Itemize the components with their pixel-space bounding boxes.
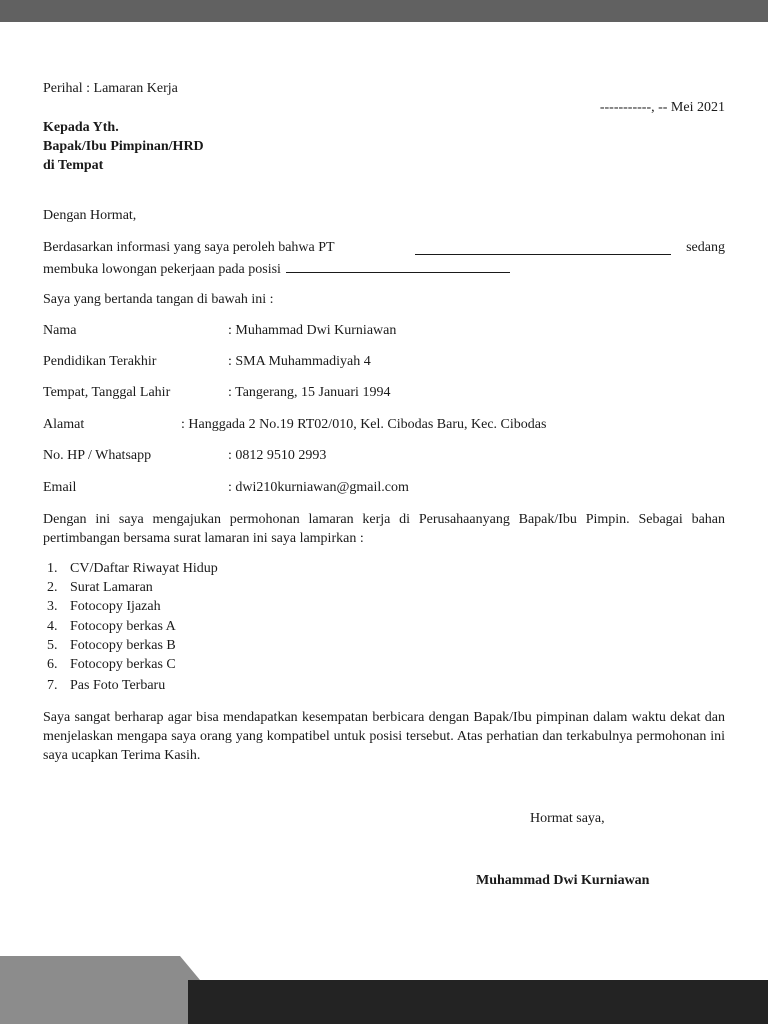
- field-label-name: Nama: [43, 323, 77, 338]
- field-value-email: : dwi210kurniawan@gmail.com: [228, 480, 409, 495]
- attachment-number: 6.: [47, 657, 58, 672]
- attachment-number: 7.: [47, 678, 58, 693]
- field-label-email: Email: [43, 480, 77, 495]
- attachment-item: Surat Lamaran: [70, 580, 153, 595]
- field-value-education: : SMA Muhammadiyah 4: [228, 354, 371, 369]
- attachment-number: 1.: [47, 561, 58, 576]
- field-label-education: Pendidikan Terakhir: [43, 354, 157, 369]
- attachment-item: Pas Foto Terbaru: [70, 678, 166, 693]
- attachment-number: 5.: [47, 638, 58, 653]
- attachment-item: CV/Daftar Riwayat Hidup: [70, 561, 218, 576]
- signer-name: Muhammad Dwi Kurniawan: [476, 873, 650, 888]
- attachment-item: Fotocopy berkas B: [70, 638, 176, 653]
- sign-off: Hormat saya,: [530, 811, 605, 826]
- attachment-number: 2.: [47, 580, 58, 595]
- field-value-phone: : 0812 9510 2993: [228, 448, 327, 463]
- intro-text-part2: membuka lowongan pekerjaan pada posisi: [43, 262, 281, 277]
- field-label-address: Alamat: [43, 417, 85, 432]
- intro-line-1: [43, 239, 725, 257]
- recipient-line-1: Kepada Yth.: [43, 120, 119, 135]
- letter-subject: Perihal : Lamaran Kerja: [43, 81, 178, 96]
- field-label-phone: No. HP / Whatsapp: [43, 448, 152, 463]
- intro-text-part1: Berdasarkan informasi yang saya peroleh bahwa PT: [43, 240, 335, 255]
- attachment-item: Fotocopy berkas C: [70, 657, 176, 672]
- position-blank: [286, 259, 510, 273]
- attachment-item: Fotocopy berkas A: [70, 619, 176, 634]
- application-paragraph: Dengan ini saya mengajukan permohonan lamaran kerja di Perusahaanyang Bapak/Ibu Pimpin. Sebagai bahan pertimbangan bersama surat lamaran ini saya lampirkan :: [43, 512, 725, 546]
- recipient-line-3: di Tempat: [43, 158, 104, 173]
- greeting: Dengan Hormat,: [43, 208, 137, 223]
- footer-decoration: [0, 956, 768, 1024]
- field-value-name: : Muhammad Dwi Kurniawan: [228, 323, 397, 338]
- undersigned-text: Saya yang bertanda tangan di bawah ini :: [43, 292, 274, 307]
- recipient-line-2: Bapak/Ibu Pimpinan/HRD: [43, 139, 204, 154]
- attachment-item: Fotocopy Ijazah: [70, 599, 161, 614]
- closing-paragraph: Saya sangat berharap agar bisa mendapatkan kesempatan berbicara dengan Bapak/Ibu pimpinan dalam waktu dekat dan menjelaskan mengapa saya orang yang kompatibel untuk posisi tersebut. Atas perhatian dan terkabulnya permohonan ini saya ucapkan Terima Kasih.: [43, 710, 725, 763]
- attachment-number: 4.: [47, 619, 58, 634]
- field-value-birth: : Tangerang, 15 Januari 1994: [228, 385, 391, 400]
- intro-text-sedang: sedang: [686, 240, 725, 255]
- field-label-birth: Tempat, Tanggal Lahir: [43, 385, 171, 400]
- field-value-address: : Hanggada 2 No.19 RT02/010, Kel. Cibodas Baru, Kec. Cibodas: [181, 417, 547, 432]
- header-bar: [0, 0, 768, 22]
- company-blank: [415, 241, 671, 255]
- attachment-number: 3.: [47, 599, 58, 614]
- letter-date: -----------, -- Mei 2021: [599, 100, 725, 115]
- intro-line-2: [43, 259, 510, 279]
